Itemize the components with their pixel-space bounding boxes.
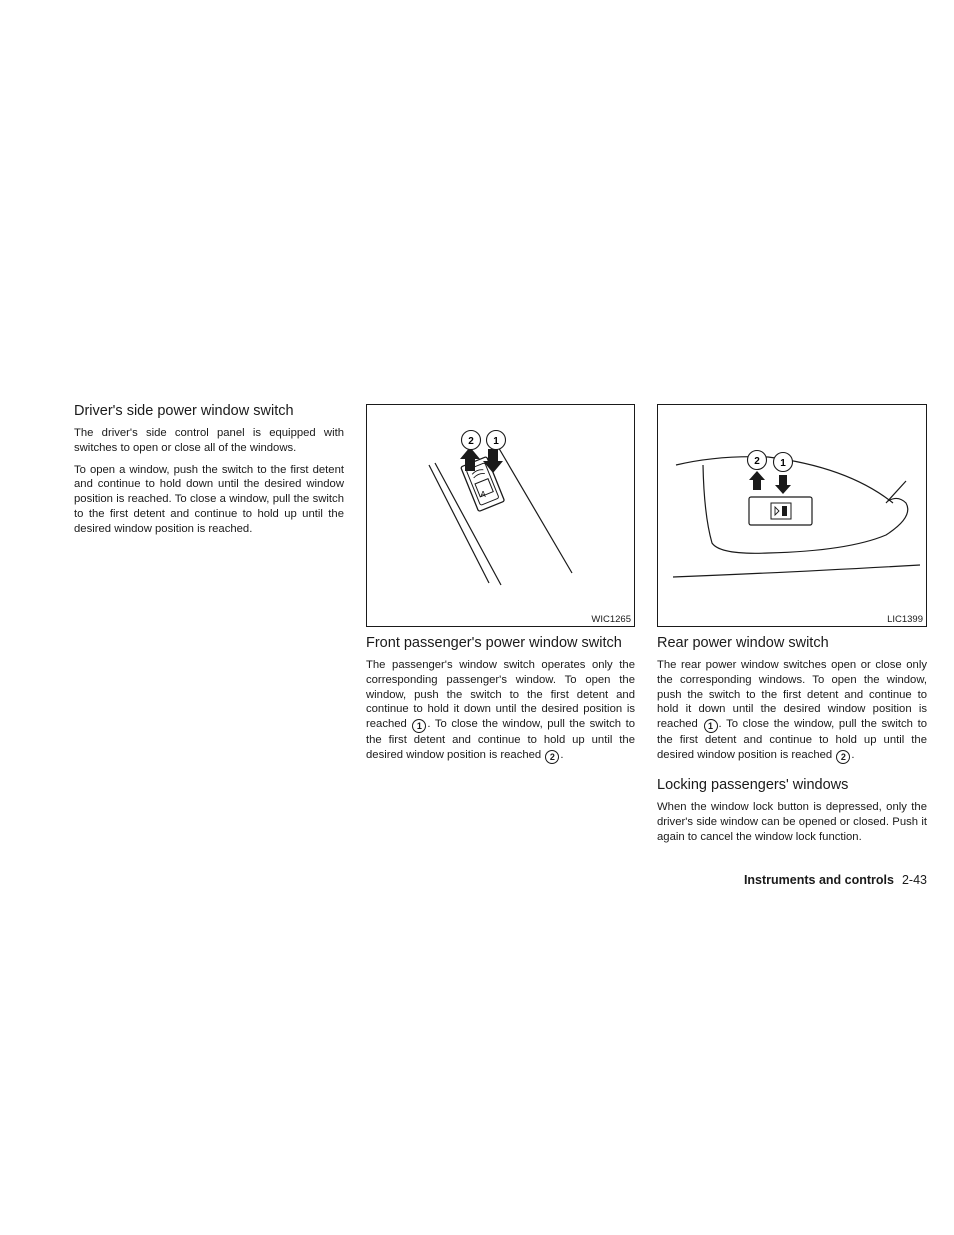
section-title: Front passenger's power window switch [366, 635, 622, 651]
reference-1-icon: 1 [704, 719, 718, 733]
reference-1-icon: 1 [412, 719, 426, 733]
paragraph: When the window lock button is depressed, only the driver's side window can be opened or closed. Push it again to cancel the window lock function. [657, 800, 927, 843]
arrow-down-icon [775, 475, 791, 494]
paragraph [657, 658, 927, 764]
switch-illustration [367, 405, 634, 626]
section-title: Locking passengers' windows [657, 776, 849, 793]
text-run: The rear power window switches open or close only the corresponding windows. To open the window, push the switch to the first detent and continue to hold it down until the desired window position is reached [657, 659, 927, 731]
reference-2-icon: 2 [836, 750, 850, 764]
figure-front-passenger-switch [366, 404, 635, 627]
section-title: Driver's side power window switch [74, 403, 294, 419]
figure-rear-switch [657, 404, 927, 627]
paragraph [366, 658, 635, 764]
figure-code: LIC1399 [887, 614, 923, 625]
text-run: . [560, 748, 564, 761]
text-run: . To close the window, pull the switch to the first detent and continue to hold up until the desired window position is reached [657, 718, 928, 761]
callout-1-label: 1 [493, 436, 499, 447]
column-front-passenger [366, 404, 635, 771]
rear-switch-illustration [658, 405, 926, 626]
section-title: Rear power window switch [657, 635, 829, 651]
callout-2-label: 2 [468, 436, 474, 447]
column-rear-switch [657, 404, 927, 851]
footer-section: Instruments and controls [743, 873, 894, 887]
paragraph: The driver's side control panel is equipped with switches to open or close all of the windows. [74, 427, 344, 454]
paragraph: To open a window, push the switch to the first detent and continue to hold down until the desired window position is reached. To close a window, pull the switch to the first detent and continue to hold up until the desired window position is reached. [74, 463, 344, 535]
figure-code: WIC1265 [591, 614, 631, 625]
callout-1-label: 1 [780, 458, 786, 469]
arrow-up-icon [749, 471, 765, 490]
callout-2-label: 2 [754, 456, 760, 467]
page-footer [600, 873, 927, 887]
text-run: The passenger's window switch operates only the corresponding passenger's window. To open the window, push the switch to the first detent and continue to hold it down until the desired position is reached [366, 659, 635, 731]
text-run: . To close the window, pull the switch to the first detent and continue to hold up until the desired window position is reached [366, 718, 636, 761]
column-drivers-switch [74, 402, 344, 544]
page-number: 2-43 [901, 873, 927, 887]
text-run: . [851, 748, 855, 761]
reference-2-icon: 2 [545, 750, 559, 764]
switch-letter: A [480, 490, 486, 499]
